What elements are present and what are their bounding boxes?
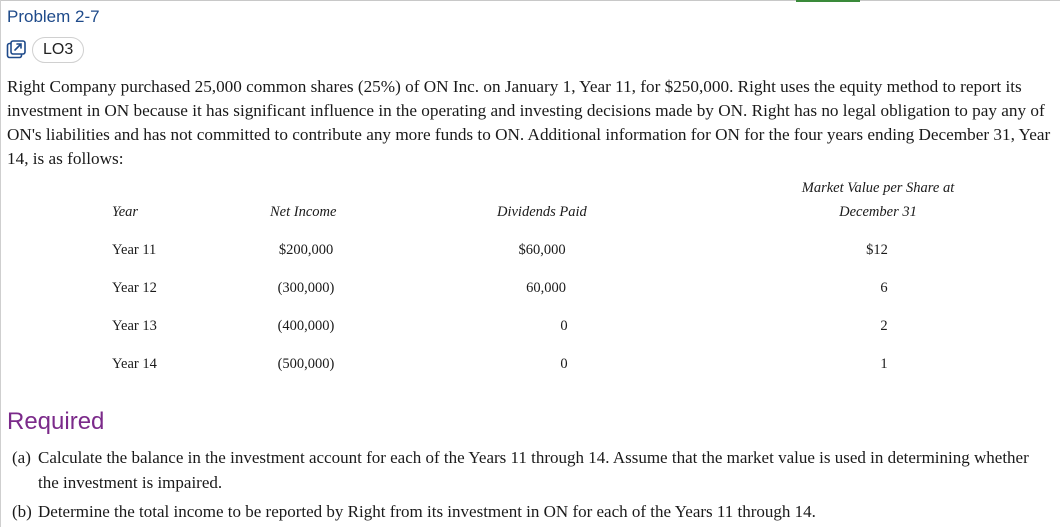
header-dividends: Dividends Paid	[497, 204, 587, 220]
table-cell-net-income: (500,000)	[277, 356, 335, 372]
required-item-a	[12, 445, 1052, 495]
required-list	[12, 445, 1052, 524]
top-border	[0, 0, 1060, 1]
left-border	[0, 0, 1, 527]
table-cell-market-value: 6	[880, 280, 888, 296]
table-cell-dividends: 60,000	[526, 280, 566, 296]
problem-title: Problem 2-7	[7, 7, 100, 26]
header-market-value-line1: Market Value per Share at	[801, 180, 955, 196]
header-net-income: Net Income	[270, 204, 337, 220]
table-cell-year: Year 14	[112, 356, 157, 372]
header-market-value-line2: December 31	[839, 204, 917, 220]
table-cell-net-income: (300,000)	[277, 280, 335, 296]
required-item-label: (a)	[12, 448, 31, 467]
table-cell-year: Year 13	[112, 318, 157, 334]
external-link-icon[interactable]	[6, 40, 26, 60]
table-cell-dividends: 0	[560, 356, 568, 372]
required-item-text: Determine the total income to be reported by Right from its investment in ON for each of the Years 11 through 14.	[38, 502, 816, 521]
header-year: Year	[112, 204, 139, 220]
table-cell-market-value: 1	[880, 356, 888, 372]
top-accent-bar	[796, 0, 860, 2]
table-cell-dividends: $60,000	[518, 242, 566, 258]
table-cell-year: Year 11	[112, 242, 157, 258]
lo-badge[interactable]: LO3	[32, 37, 84, 63]
table-cell-market-value: $12	[866, 242, 888, 258]
table-cell-net-income: (400,000)	[277, 318, 335, 334]
learning-objective-row	[6, 37, 84, 63]
required-heading: Required	[7, 408, 105, 435]
required-item-label: (b)	[12, 502, 32, 521]
required-item-text: Calculate the balance in the investment account for each of the Years 11 through 14. Assume that the market value is used in determining whether the investment is impaired.	[38, 448, 1029, 492]
table-cell-year: Year 12	[112, 280, 157, 296]
problem-intro-text: Right Company purchased 25,000 common shares (25%) of ON Inc. on January 1, Year 11, for $250,000. Right uses the equity method to report its investment in ON because it has significant influence in the operating and investing decisions made by ON. Right has no legal obligation to pay any of ON's liabilities and has not committed to contribute any more funds to ON. Additional information for ON for the four years ending December 31, Year 14, is as follows:	[7, 77, 1051, 168]
table-cell-market-value: 2	[880, 318, 888, 334]
table-cell-net-income: $200,000	[278, 242, 334, 258]
table-cell-dividends: 0	[560, 318, 568, 334]
required-item-b	[12, 499, 1052, 524]
